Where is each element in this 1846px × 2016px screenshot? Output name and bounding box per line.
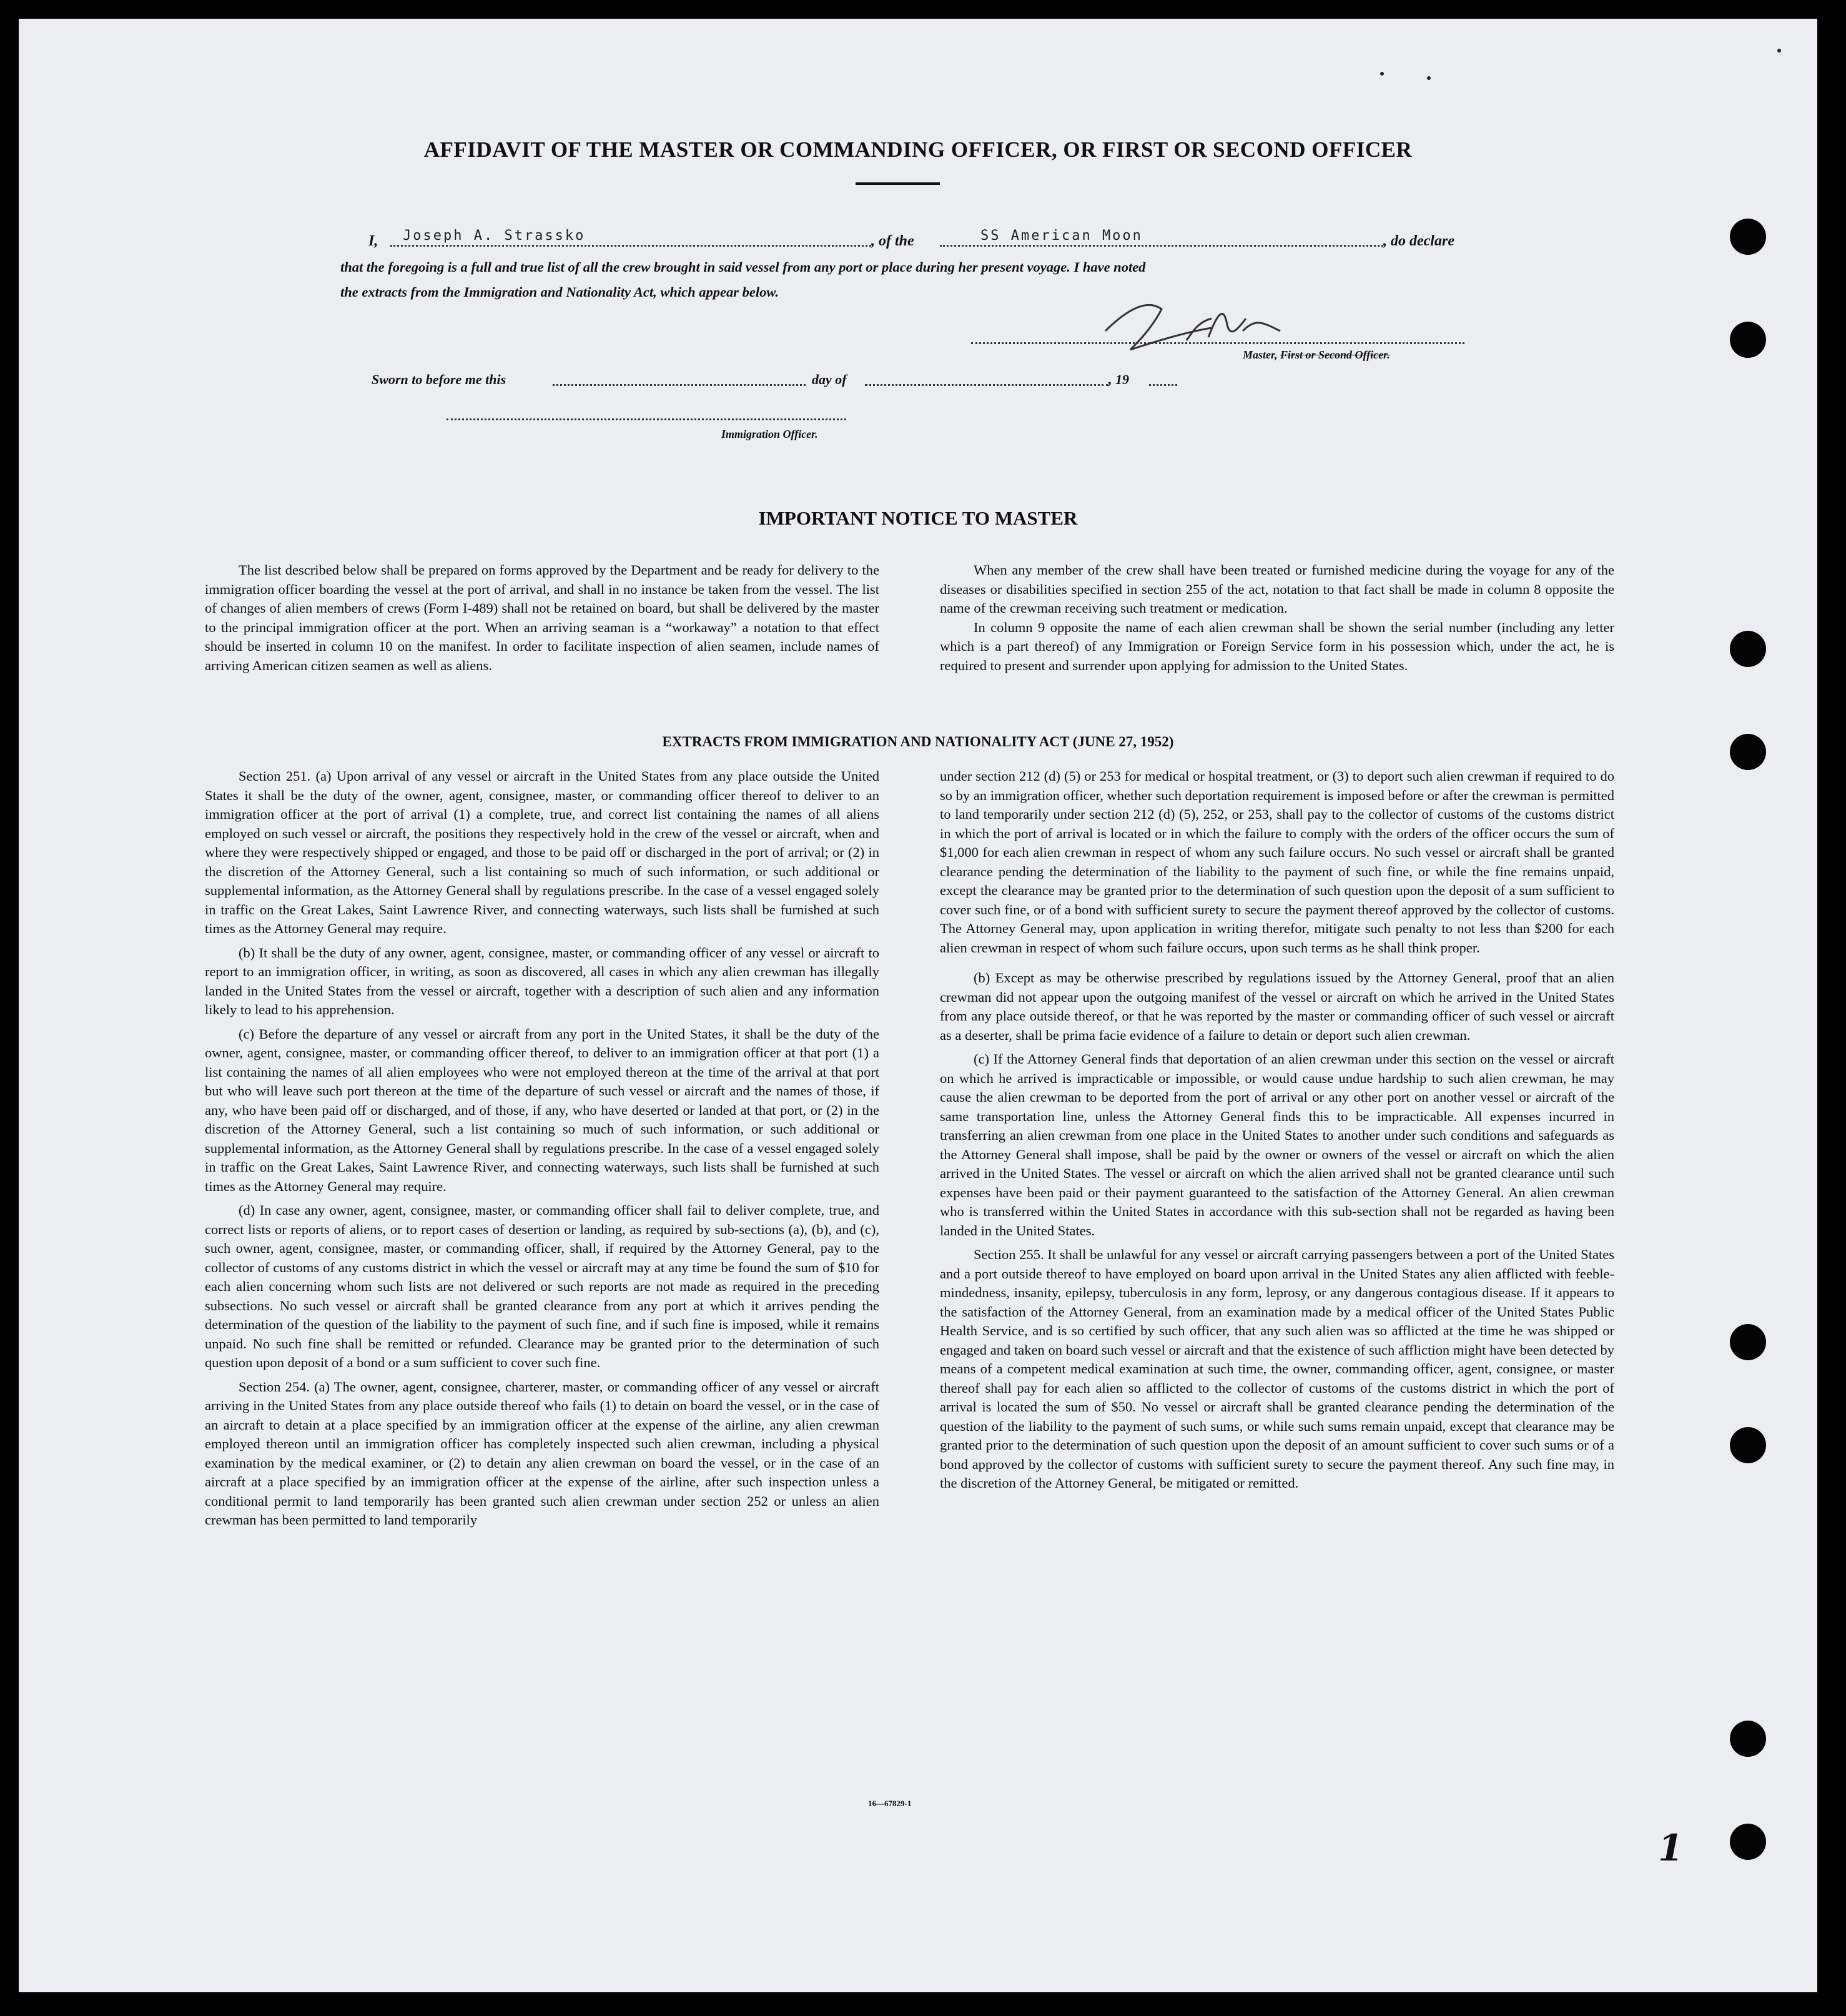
i-label: I, [368,233,378,249]
extract-paragraph: (b) It shall be the duty of any owner, agent, consignee, master, or commanding officer of any vessel or aircraft to report to an immigration officer, in writing, as soon as discovered, all cases in which any alien crewman has illegally landed in the United States from the vessel or aircraft, together with a description of such alien and any information likely to lead to his apprehension. [205,944,879,1017]
page-mark: 1 [1658,1827,1684,1869]
extracts-right-column [940,767,1614,1498]
vessel-field-line [940,245,1383,247]
affidavit-title: AFFIDAVIT OF THE MASTER OR COMMANDING OFFICER, OR FIRST OR SECOND OFFICER [423,137,1413,162]
signature-caption [1243,348,1390,362]
notice-right-paragraph-1: When any member of the crew shall have been treated or furnished medicine during the voyage for any of the diseases or disabilities specified in section 255 of the act, notation to that fact shall be made in column 8 opposite the name of the crewman receiving such treatment or medication. [940,562,1614,616]
extracts-title: EXTRACTS FROM IMMIGRATION AND NATIONALITY ACT (JUNE 27, 1952) [662,734,1174,749]
month-line [865,384,1108,386]
punch-hole-7 [1730,1721,1766,1757]
year-label: , 19 [1108,372,1129,387]
speck [1777,49,1781,52]
day-of-label: day of [812,372,847,387]
extract-paragraph: Section 254. (a) The owner, agent, consignee, charterer, master, or commanding officer of any vessel or aircraft arriving in the United States from any place outside thereof who fails (1) to detain on board the vessel, or in the case of an aircraft to detain at a place specified by an immigration officer at the expense of the airline, any alien crewman employed thereon until an immigration officer has completely inspected such alien crewman, including a physical examination by the medical examiner, or (2) to detain any alien crewman on board the vessel, or in the case of an aircraft at a place specified by an immigration officer at the expense of the airline, after such inspection unless a conditional permit to land temporarily has been granted such alien crewman under section 252 or unless an alien crewman has been permitted to land temporarily [205,1378,879,1528]
punch-hole-6 [1730,1427,1766,1463]
immigration-officer-line [447,418,846,420]
sworn-label: Sworn to before me this [372,372,506,387]
struck-officer-label: First or Second Officer. [1280,348,1390,361]
punch-hole-1 [1730,219,1766,255]
punch-hole-2 [1730,322,1766,358]
declaration-text-2: the extracts from the Immigration and Nationality Act, which appear below. [340,284,779,300]
master-label: Master, [1243,348,1278,361]
extract-paragraph: under section 212 (d) (5) or 253 for medical or hospital treatment, or (3) to deport such alien crewman if required to do so by an immigration officer, whether such deportation requirement is imposed before or after the crewman is permitted to land temporarily under section 212 (d) (5), 252, or 253, shall pay to the collector of customs of the customs district in which the port of arrival is located or in which the failure to comply with the orders of the officer occurs the sum of $1,000 for each alien crewman in respect of whom any such failure occurs. No such vessel or aircraft shall be granted clearance pending the determination of the liability to the payment of such fine, or while the fine remains unpaid, except the clearance may be granted prior to the determination of such question upon the deposit of a sum sufficient to cover such fine, or of a bond with sufficient surety to secure the payment thereof approved by the collector of customs. The Attorney General may, upon application in writing therefor, mitigate such penalty to not less than $200 for each alien crewman in respect of whom such failure occurs, upon such terms as he shall think proper. [940,768,1614,956]
speck [1427,76,1431,80]
vessel-handwritten: SS American Moon [980,228,1143,244]
notice-right-column [940,561,1614,680]
do-declare-label: , do declare [1383,233,1454,249]
notice-right-paragraph-2: In column 9 opposite the name of each alien crewman shall be shown the serial number (including any letter which is a part thereof) of any Immigration or Foreign Service form in his possession which, under the act, he is required to present and surrender upon applying for admission to the United States. [940,619,1614,673]
title-divider [856,182,940,185]
notice-left-paragraph: The list described below shall be prepared on forms approved by the Department and be ready for delivery to the immigration officer boarding the vessel at the port of arrival, and shall in no instance be taken from the vessel. The list of changes of alien members of crews (Form I-489) shall not be retained on board, but shall be delivered by the master to the principal immigration officer at the port. When an arriving seaman is a “workaway” a notation to that effect should be inserted in column 10 on the manifest. In order to facilitate inspection of alien seamen, include names of arriving American citizen seamen as well as aliens. [205,562,879,673]
of-the-label: , of the [871,233,914,249]
signature-line [971,342,1464,344]
notice-title: IMPORTANT NOTICE TO MASTER [758,507,1078,529]
name-handwritten: Joseph A. Strassko [403,228,586,244]
sworn-date-line [553,384,806,386]
extract-paragraph: (c) If the Attorney General finds that deportation of an alien crewman under this section on the vessel or aircraft on which he arrived is impracticable or impossible, or would cause undue hardship to such alien crewman, he may cause the alien crewman to be deported from the port of arrival or any other port on another vessel or aircraft of the same transportation line, unless the Attorney General finds this to be impracticable. All expenses incurred in transferring an alien crewman from one place in the United States to another under such conditions and safeguards as the Attorney General shall impose, shall be paid by the owner or owners of the vessel or aircraft on which the alien arrived in the United States. The vessel or aircraft on which the alien arrived shall not be granted clearance until such expenses have been paid or their payment guaranteed to the satisfaction of the Attorney General. An alien crewman who is transferred within the United States in accordance with this sub-section shall not be regarded as having been landed in the United States. [940,1051,1614,1238]
punch-hole-5 [1730,1324,1766,1360]
form-code: 16—67829-1 [868,1799,912,1808]
declaration-text-1: that the foregoing is a full and true list of all the crew brought in said vessel from any port or place during her present voyage. I have noted [340,259,1146,275]
extract-paragraph: (c) Before the departure of any vessel or aircraft from any port in the United States, it shall be the duty of the owner, agent, consignee, master, or commanding officer thereof, to deliver to an immigration officer at that port (1) a list containing the names of all alien employees who were not employed thereon at the time of the arrival at that port but who will leave such port thereon at the time of the departure of such vessel or aircraft and the names of those, if any, who have been paid off or discharged, and of those, if any, who have deserted or landed at that port, or (2) in the discretion of the Attorney General, such a list containing so much of such information, or such additional or supplemental information, as the Attorney General shall by regulations prescribe. In the case of a vessel engaged solely in traffic on the Great Lakes, Saint Lawrence River, and connecting waterways, such lists shall be furnished at such times as the Attorney General may require. [205,1025,879,1194]
name-field-line [390,245,871,247]
speck [1380,72,1384,76]
extract-paragraph: Section 251. (a) Upon arrival of any vessel or aircraft in the United States from any place outside the United States it shall be the duty of the owner, agent, consignee, master, or commanding officer thereof to deliver to an immigration officer at the port of arrival (1) a complete, true, and correct list containing the names of all aliens employed on such vessel or aircraft, the positions they respectively hold in the crew of the vessel or aircraft, when and where they were respectively shipped or engaged, and those to be paid off or discharged in the port of arrival; or (2) in the discretion of the Attorney General, such a list containing so much of such information, or such additional or supplemental information, as the Attorney General shall by regulations prescribe. In the case of a vessel engaged solely in traffic on the Great Lakes, Saint Lawrence River, and connecting waterways, such lists shall be furnished at such times as the Attorney General may require. [205,768,879,936]
year-line [1149,384,1177,386]
immigration-officer-label: Immigration Officer. [721,428,818,440]
extract-paragraph: Section 255. It shall be unlawful for any vessel or aircraft carrying passengers between a port of the United States and a port outside thereof to have employed on board upon arrival in the United States any alien afflicted with feeble-mindedness, insanity, epilepsy, tuberculosis in any form, leprosy, or any dangerous contagious disease. If it appears to the satisfaction of the Attorney General, from an examination made by a medical officer of the United States Public Health Service, and is so certified by such officer, that any such alien was so afflicted at the time he was shipped or engaged and taken on board such vessel or aircraft and that the existence of such affliction might have been detected by means of a competent medical examination at such time, the owner, commanding officer, agent, consignee, or master thereof shall pay for each alien so afflicted to the collector of customs of the customs district in which the port of arrival is located the sum of $50. No vessel or aircraft shall be granted clearance pending the determination of the question of the liability to the payment of such sums, or while such sums remain unpaid, except that clearance may be granted prior to the determination of such question upon the deposit of an amount sufficient to cover such sums or of a bond approved by the collector of customs with sufficient surety to secure the payment thereof. Any such fine may, in the discretion of the Attorney General, be mitigated or remitted. [940,1247,1614,1491]
extract-paragraph: (b) Except as may be otherwise prescribed by regulations issued by the Attorney General, proof that an alien crewman did not appear upon the outgoing manifest of the vessel or aircraft on which he arrived in the United States from any place outside thereof, or that he was reported by the master or commanding officer of such vessel or aircraft as a deserter, shall be prima facie evidence of a failure to detain or deport such alien crewman. [940,970,1614,1043]
document-page [19,19,1817,1992]
punch-hole-8 [1730,1824,1766,1860]
notice-left-column [205,561,879,680]
extract-paragraph: (d) In case any owner, agent, consignee, master, or commanding officer shall fail to deliver complete, true, and correct lists or reports of aliens, or to report cases of desertion or landing, as required by sub-sections (a), (b), and (c), such owner, agent, consignee, master, or commanding officer, shall, if required by the Attorney General, pay to the collector of customs of any customs district in which the vessel or aircraft may at any time be found the sum of $10 for each alien concerning whom such lists are not delivered or such reports are not made as required in the preceding subsections. No such vessel or aircraft shall be granted clearance from any port at which it arrives pending the determination of the question of the liability to the payment of such fine, and if such fine is imposed, while it remains unpaid. No such fine shall be remitted or refunded. Clearance may be granted prior to the determination of such question upon deposit of a bond or a sum sufficient to cover such fine. [205,1202,879,1370]
punch-hole-3 [1730,631,1766,667]
extracts-left-column [205,767,879,1535]
